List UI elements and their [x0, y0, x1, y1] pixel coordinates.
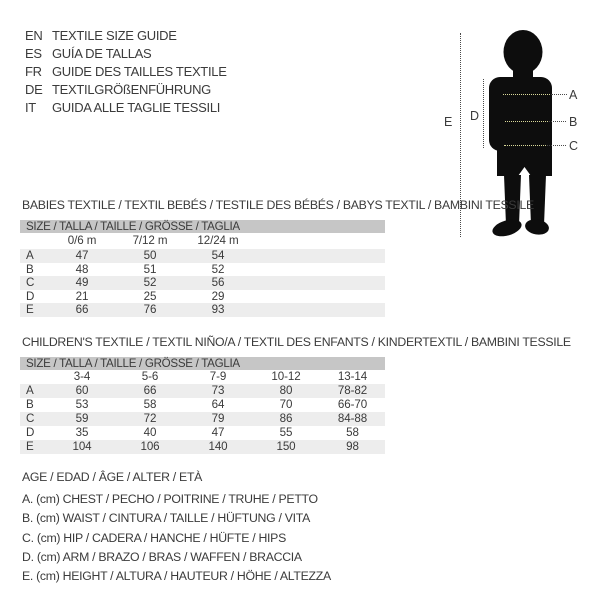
- table-cell: 104: [72, 439, 92, 453]
- table-cell: 47: [75, 249, 89, 262]
- table-cell: [252, 290, 320, 304]
- language-row-en: [25, 27, 227, 45]
- row-label: B: [26, 262, 34, 276]
- column-header-row: [20, 233, 385, 249]
- table-cell: 59: [75, 411, 89, 425]
- table-cell: 55: [279, 425, 293, 439]
- column-header: 13-14: [337, 370, 368, 383]
- legend-height: E. (cm) HEIGHT / ALTURA / HAUTEUR / HÖHE / ALTEZZA: [22, 569, 331, 584]
- table-cell: 93: [211, 303, 225, 316]
- height-label: E: [444, 115, 453, 129]
- table-cell: [20, 370, 48, 384]
- table-cell: 51: [143, 262, 157, 276]
- language-title: GUIDA ALLE TAGLIE TESSILI: [52, 100, 221, 115]
- table-cell: 50: [143, 249, 157, 262]
- table-cell: 79: [211, 411, 225, 425]
- arm-length-line: [483, 79, 484, 148]
- row-label: A: [26, 249, 34, 262]
- table-cell: 40: [143, 425, 157, 439]
- legend-chest: A. (cm) CHEST / PECHO / POITRINE / TRUHE / PETTO: [22, 492, 318, 506]
- language-code: IT: [25, 100, 36, 115]
- measurement-legend: [22, 490, 331, 586]
- table-cell: 140: [208, 439, 228, 453]
- language-code: FR: [25, 64, 42, 79]
- size-header-bar: SIZE / TALLA / TAILLE / GRÖSSE / TAGLIA: [20, 220, 385, 233]
- table-cell: [252, 276, 320, 290]
- age-legend-heading: AGE / EDAD / ÂGE / ALTER / ETÀ: [22, 470, 203, 484]
- table-cell: 98: [346, 439, 359, 453]
- row-label: D: [26, 289, 35, 303]
- language-title: TEXTILE SIZE GUIDE: [52, 28, 177, 43]
- table-cell: 29: [211, 289, 225, 303]
- language-code: DE: [25, 82, 43, 97]
- table-cell: 72: [143, 411, 157, 425]
- table-cell: [320, 233, 385, 249]
- table-cell: [20, 233, 48, 249]
- children-size-table: [20, 357, 385, 454]
- language-row-de: [25, 81, 227, 99]
- table-cell: 52: [143, 276, 157, 289]
- language-code: EN: [25, 28, 43, 43]
- table-cell: 66: [75, 303, 89, 316]
- language-title: GUÍA DE TALLAS: [52, 46, 152, 61]
- table-row: [20, 384, 385, 398]
- babies-size-table: [20, 220, 385, 317]
- table-cell: 66-70: [337, 397, 368, 411]
- table-cell: [252, 233, 320, 249]
- column-header: 7/12 m: [132, 234, 168, 247]
- column-header: 10-12: [271, 370, 301, 383]
- legend-arm: D. (cm) ARM / BRAZO / BRAS / WAFFEN / BRACCIA: [22, 549, 302, 564]
- table-cell: 52: [211, 262, 225, 276]
- table-cell: 48: [75, 262, 89, 276]
- table-cell: [320, 276, 385, 290]
- table-cell: 58: [346, 425, 359, 439]
- table-cell: 35: [75, 425, 89, 439]
- waist-label: B: [569, 115, 578, 129]
- table-cell: [320, 263, 385, 277]
- row-label: A: [26, 383, 34, 397]
- legend-waist: B. (cm) WAIST / CINTURA / TAILLE / HÜFTUNG / VITA: [22, 511, 310, 526]
- language-row-it: [25, 99, 227, 117]
- arm-label: D: [470, 109, 480, 123]
- chest-label: A: [569, 88, 578, 102]
- table-cell: 73: [211, 383, 225, 397]
- language-title: GUIDE DES TAILLES TEXTILE: [52, 64, 227, 79]
- table-cell: 21: [75, 289, 89, 303]
- hip-line-on-body: [504, 145, 546, 146]
- table-cell: [320, 249, 385, 263]
- hip-label: C: [569, 139, 579, 153]
- language-code: ES: [25, 46, 42, 61]
- chest-line: [551, 94, 567, 95]
- table-row: [20, 249, 385, 263]
- column-header-row: [20, 370, 385, 384]
- column-header: 0/6 m: [67, 234, 97, 247]
- table-cell: 86: [279, 411, 293, 425]
- table-row: [20, 303, 385, 317]
- legend-hip: C. (cm) HIP / CADERA / HANCHE / HÜFTE / HIPS: [22, 530, 286, 545]
- table-cell: 49: [75, 276, 89, 289]
- table-row: [20, 398, 385, 412]
- row-label: E: [26, 439, 34, 453]
- table-row: [20, 276, 385, 290]
- table-cell: 78-82: [337, 383, 368, 397]
- language-list: [25, 27, 227, 117]
- language-row-es: [25, 45, 227, 63]
- column-header: 7-9: [209, 370, 227, 383]
- children-section-heading: CHILDREN'S TEXTILE / TEXTIL NIÑO/A / TEXTIL DES ENFANTS / KINDERTEXTIL / BAMBINI TESSILE: [22, 335, 571, 349]
- table-cell: 150: [276, 439, 296, 453]
- language-row-fr: [25, 63, 227, 81]
- chest-line-on-body: [503, 94, 550, 95]
- waist-line-on-body: [505, 121, 548, 122]
- table-row: [20, 290, 385, 304]
- table-cell: 53: [75, 397, 89, 411]
- hip-line: [547, 145, 566, 146]
- table-cell: 106: [140, 439, 160, 453]
- column-header: 3-4: [73, 370, 91, 383]
- table-cell: 80: [279, 383, 293, 397]
- row-label: D: [26, 425, 35, 439]
- size-header-bar: SIZE / TALLA / TAILLE / GRÖSSE / TAGLIA: [20, 357, 385, 370]
- table-cell: 76: [143, 303, 157, 316]
- column-header: 12/24 m: [197, 234, 239, 247]
- table-row: [20, 426, 385, 440]
- table-row: [20, 263, 385, 277]
- table-cell: [252, 303, 320, 317]
- table-cell: 25: [143, 289, 157, 303]
- table-cell: 64: [211, 397, 225, 411]
- table-cell: [252, 249, 320, 263]
- row-label: B: [26, 397, 34, 411]
- table-row: [20, 440, 385, 454]
- table-row: [20, 412, 385, 426]
- table-cell: 84-88: [337, 411, 368, 425]
- table-cell: 58: [143, 397, 157, 411]
- row-label: E: [26, 303, 34, 316]
- table-cell: 70: [279, 397, 293, 411]
- table-cell: [320, 303, 385, 317]
- table-cell: [252, 263, 320, 277]
- table-cell: 47: [211, 425, 225, 439]
- babies-section-heading: BABIES TEXTILE / TEXTIL BEBÉS / TESTILE DES BÉBÉS / BABYS TEXTIL / BAMBINI TESSILE: [22, 198, 534, 212]
- table-cell: 60: [75, 383, 89, 397]
- table-cell: 66: [143, 383, 157, 397]
- column-header: 5-6: [141, 370, 159, 383]
- language-title: TEXTILGRÖßENFÜHRUNG: [52, 82, 211, 97]
- table-cell: [320, 290, 385, 304]
- waist-line: [549, 121, 566, 122]
- row-label: C: [26, 411, 35, 425]
- row-label: C: [26, 276, 35, 289]
- table-cell: 54: [211, 249, 225, 262]
- table-cell: 56: [211, 276, 225, 289]
